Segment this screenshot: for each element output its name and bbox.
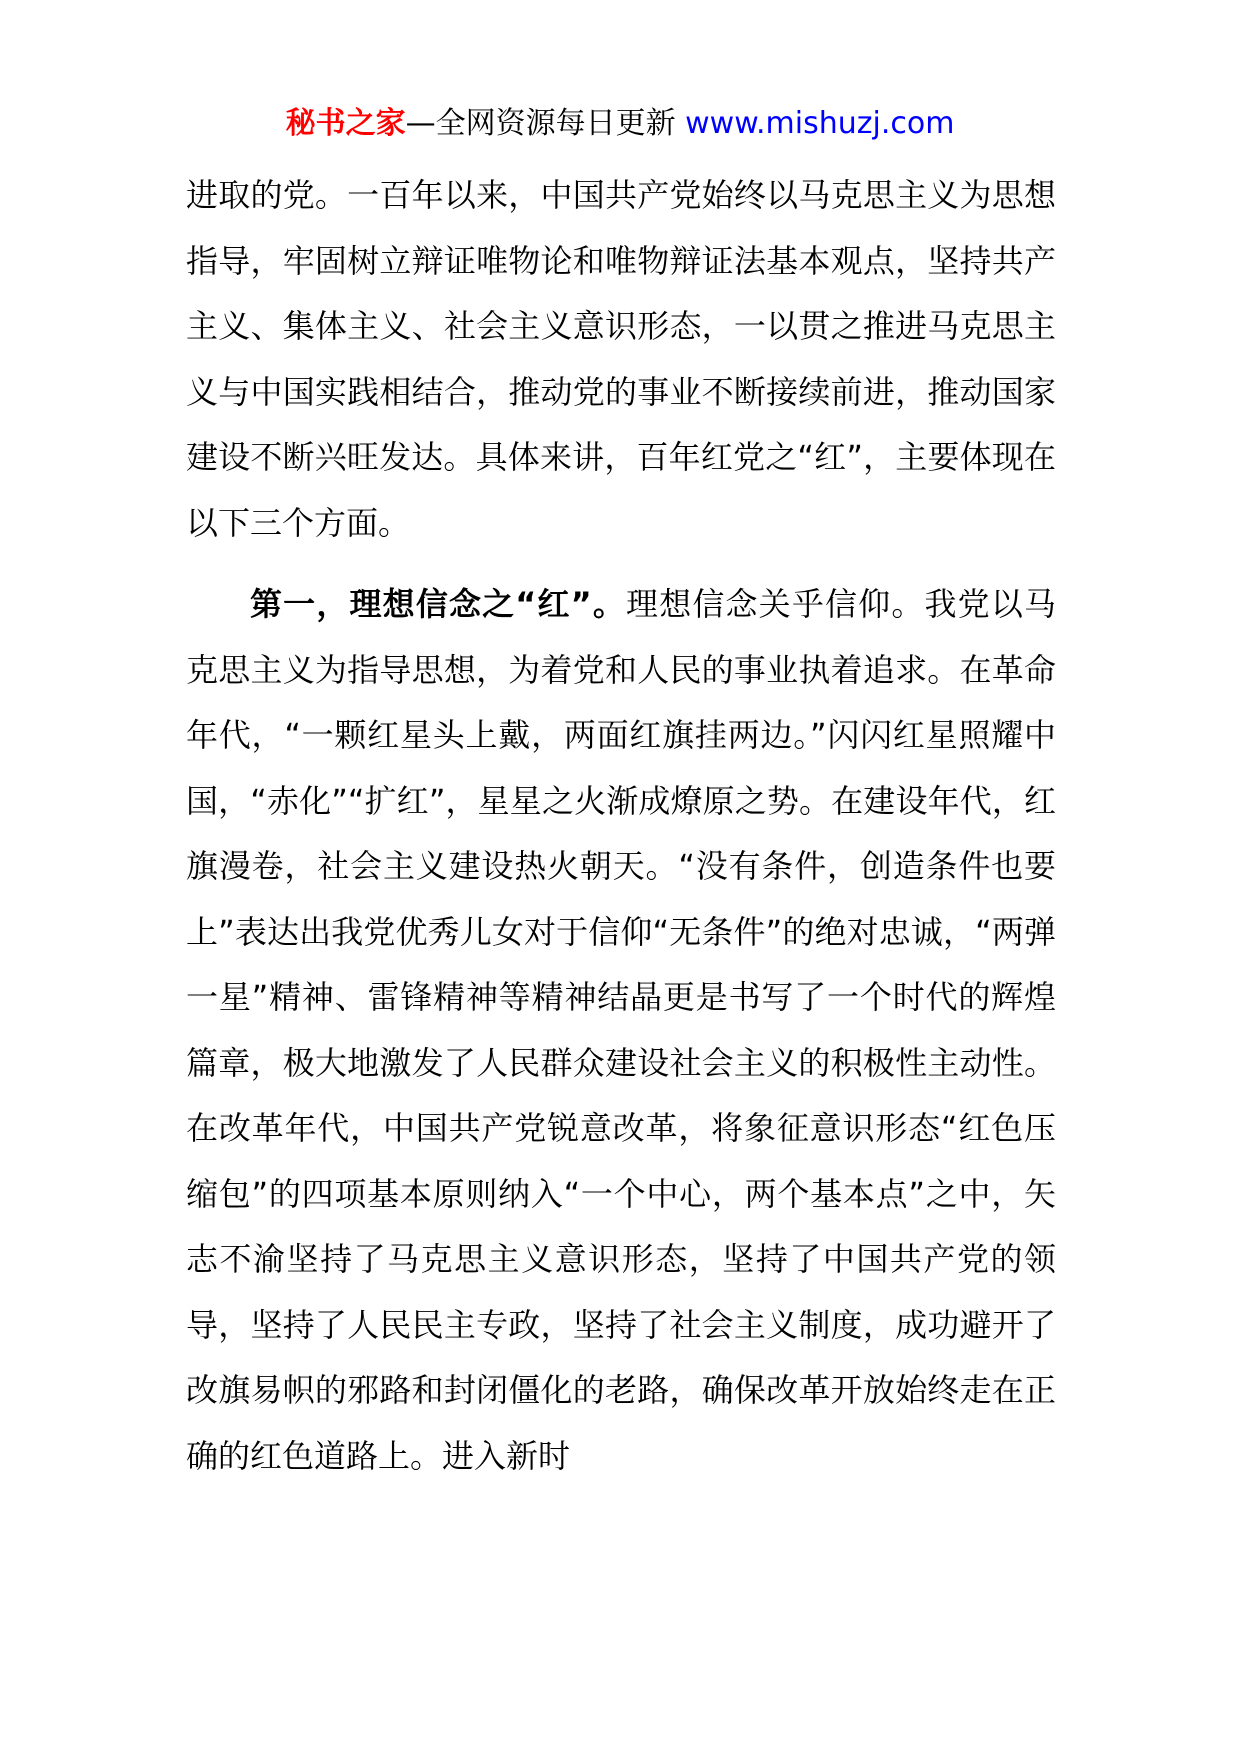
page-header xyxy=(0,100,1240,148)
header-tagline: —全网资源每日更新 xyxy=(405,106,686,141)
paragraph-2-heading: 第一，理想信念之“红”。 xyxy=(250,585,627,623)
paragraph-1-text: 进取的党。一百年以来，中国共产党始终以马克思主义为思想指导，牢固树立辩证唯物论和唯物辩证法基本观点，坚持共产主义、集体主义、社会主义意识形态，一以贯之推进马克思主义与中国实践相结合，推动党的事业不断接续前进，推动国家建设不断兴旺发达。具体来讲，百年红党之“红”，主要体现在以下三个方面。 xyxy=(186,176,1056,542)
paragraph-1 xyxy=(186,163,1056,556)
paragraph-2 xyxy=(186,572,1056,1489)
site-url-link[interactable]: www.mishuzj.com xyxy=(685,106,955,141)
brand-name: 秘书之家 xyxy=(285,106,406,141)
paragraph-2-text: 理想信念关乎信仰。我党以马克思主义为指导思想，为着党和人民的事业执着追求。在革命年代，“一颗红星头上戴，两面红旗挂两边。”闪闪红星照耀中国，“赤化”“扩红”，星星之火渐成燎原之势。在建设年代，红旗漫卷，社会主义建设热火朝天。“没有条件，创造条件也要上”表达出我党优秀儿女对于信仰“无条件”的绝对忠诚，“两弹一星”精神、雷锋精神等精神结晶更是书写了一个时代的辉煌篇章，极大地激发了人民群众建设社会主义的积极性主动性。在改革年代，中国共产党锐意改革，将象征意识形态“红色压缩包”的四项基本原则纳入“一个中心，两个基本点”之中，矢志不渝坚持了马克思主义意识形态，坚持了中国共产党的领导，坚持了人民民主专政，坚持了社会主义制度，成功避开了改旗易帜的邪路和封闭僵化的老路，确保改革开放始终走在正确的红色道路上。进入新时 xyxy=(186,585,1056,1475)
document-body xyxy=(186,163,1056,1489)
